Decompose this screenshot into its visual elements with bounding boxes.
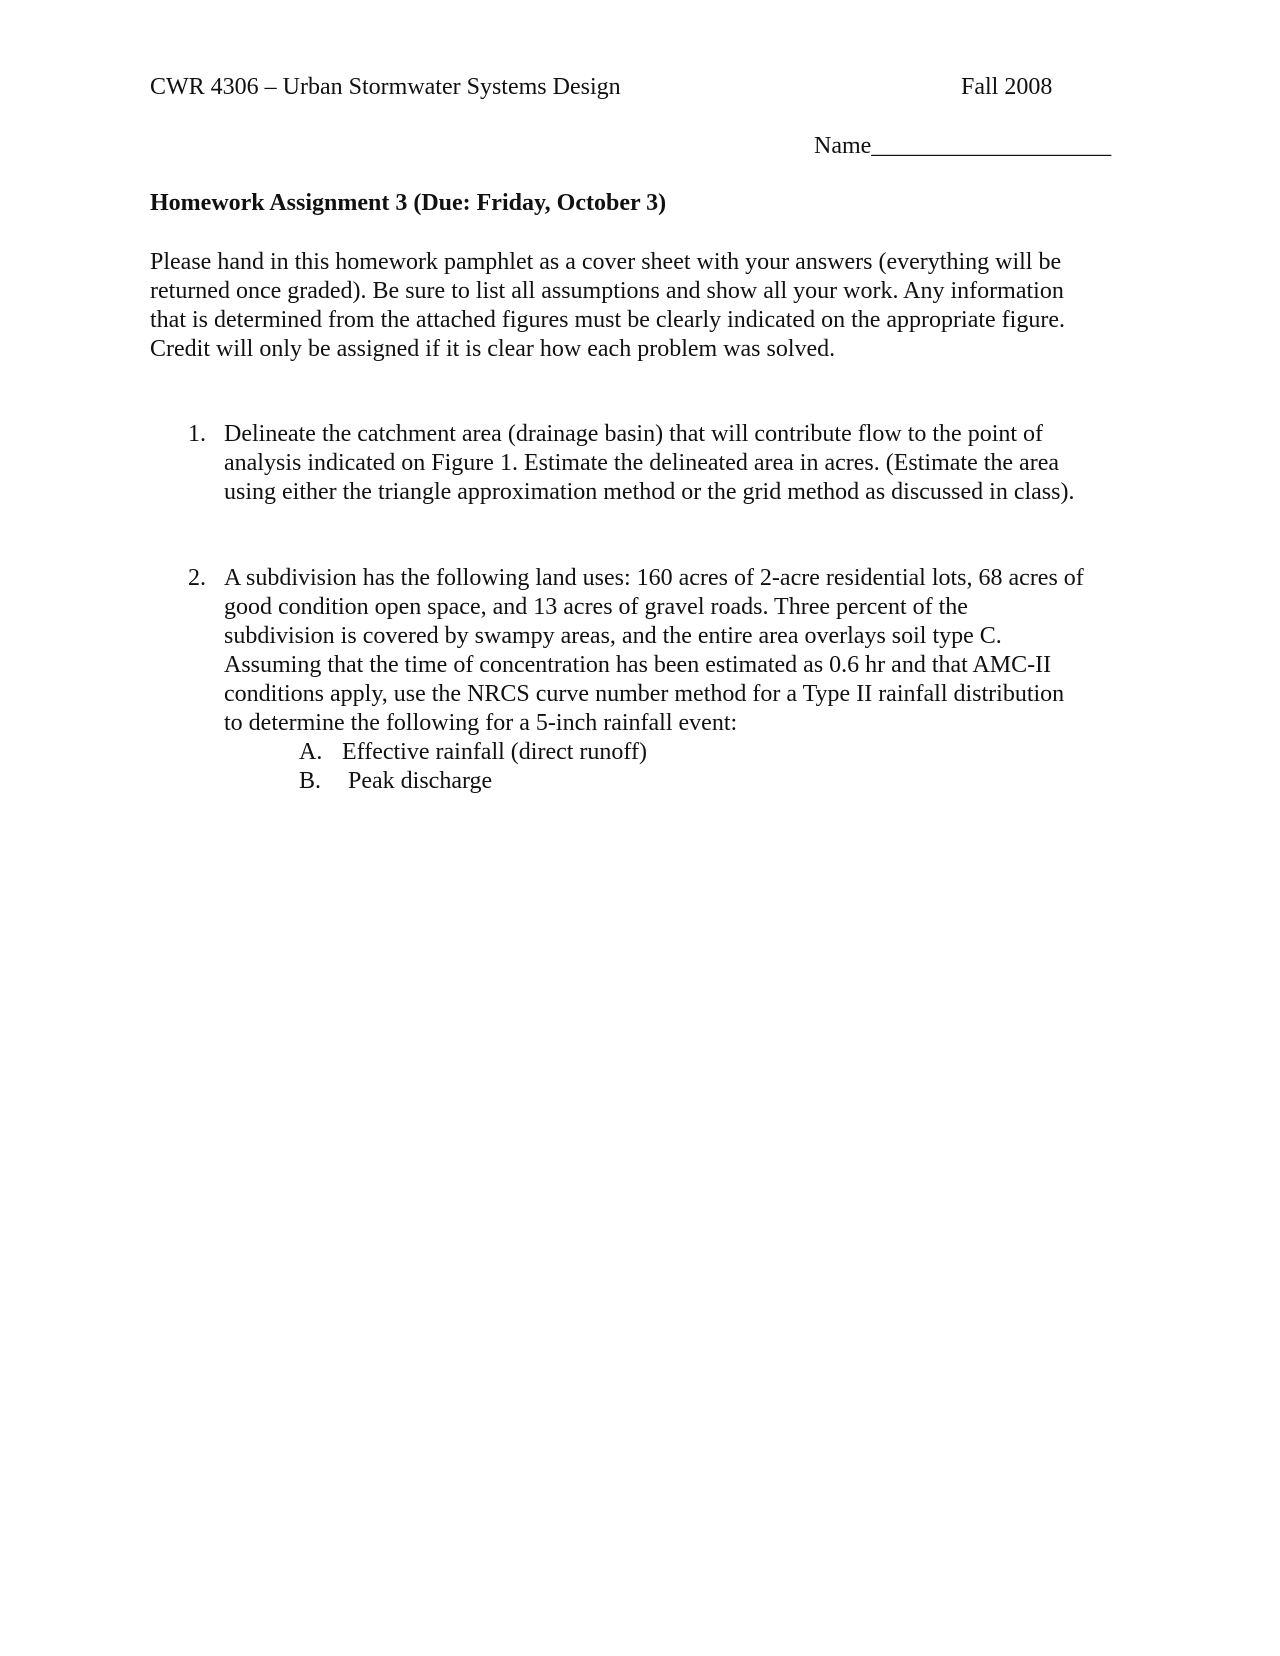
problem-line: good condition open space, and 13 acres of gravel roads. Three percent of the <box>224 594 968 620</box>
subitem-peak-discharge <box>224 767 1084 796</box>
problem-line: Assuming that the time of concentration has been estimated as 0.6 hr and that AMC-II <box>224 652 1052 678</box>
instructions-line: returned once graded). Be sure to list all assumptions and show all your work. Any information <box>150 278 1064 304</box>
instructions-paragraph <box>150 248 1150 364</box>
subitem-effective-rainfall <box>224 738 1084 767</box>
subitem-letter: B. <box>299 768 322 794</box>
problem-line: to determine the following for a 5-inch rainfall event: <box>224 710 738 736</box>
instructions-line: Please hand in this homework pamphlet as a cover sheet with your answers (everything will be <box>150 249 1062 275</box>
instructions-line: that is determined from the attached figures must be clearly indicated on the appropriate figure. <box>150 307 1065 333</box>
subitem-text: Peak discharge <box>342 768 493 794</box>
problem-text <box>224 564 1084 796</box>
problem-line: subdivision is covered by swampy areas, and the entire area overlays soil type C. <box>224 623 1002 649</box>
instructions-line: Credit will only be assigned if it is clear how each problem was solved. <box>150 336 836 362</box>
problem-number: 2. <box>188 565 206 591</box>
problem-line: analysis indicated on Figure 1. Estimate the delineated area in acres. (Estimate the area <box>224 450 1059 476</box>
course-title: CWR 4306 – Urban Stormwater Systems Design <box>150 74 621 100</box>
problem-number: 1. <box>188 421 206 447</box>
problem-line: A subdivision has the following land uses: 160 acres of 2-acre residential lots, 68 acres of <box>224 565 1084 591</box>
name-field: Name____________________ <box>814 133 1112 159</box>
term-label: Fall 2008 <box>961 74 1053 100</box>
assignment-title: Homework Assignment 3 (Due: Friday, October 3) <box>150 190 667 216</box>
problem-line: using either the triangle approximation method or the grid method as discussed in class). <box>224 479 1075 505</box>
problem-text <box>224 420 1074 507</box>
subitem-text: Effective rainfall (direct runoff) <box>342 739 647 765</box>
subitem-letter: A. <box>299 739 323 765</box>
problem-line: Delineate the catchment area (drainage basin) that will contribute flow to the point of <box>224 421 1044 447</box>
problem-line: conditions apply, use the NRCS curve number method for a Type II rainfall distribution <box>224 681 1065 707</box>
